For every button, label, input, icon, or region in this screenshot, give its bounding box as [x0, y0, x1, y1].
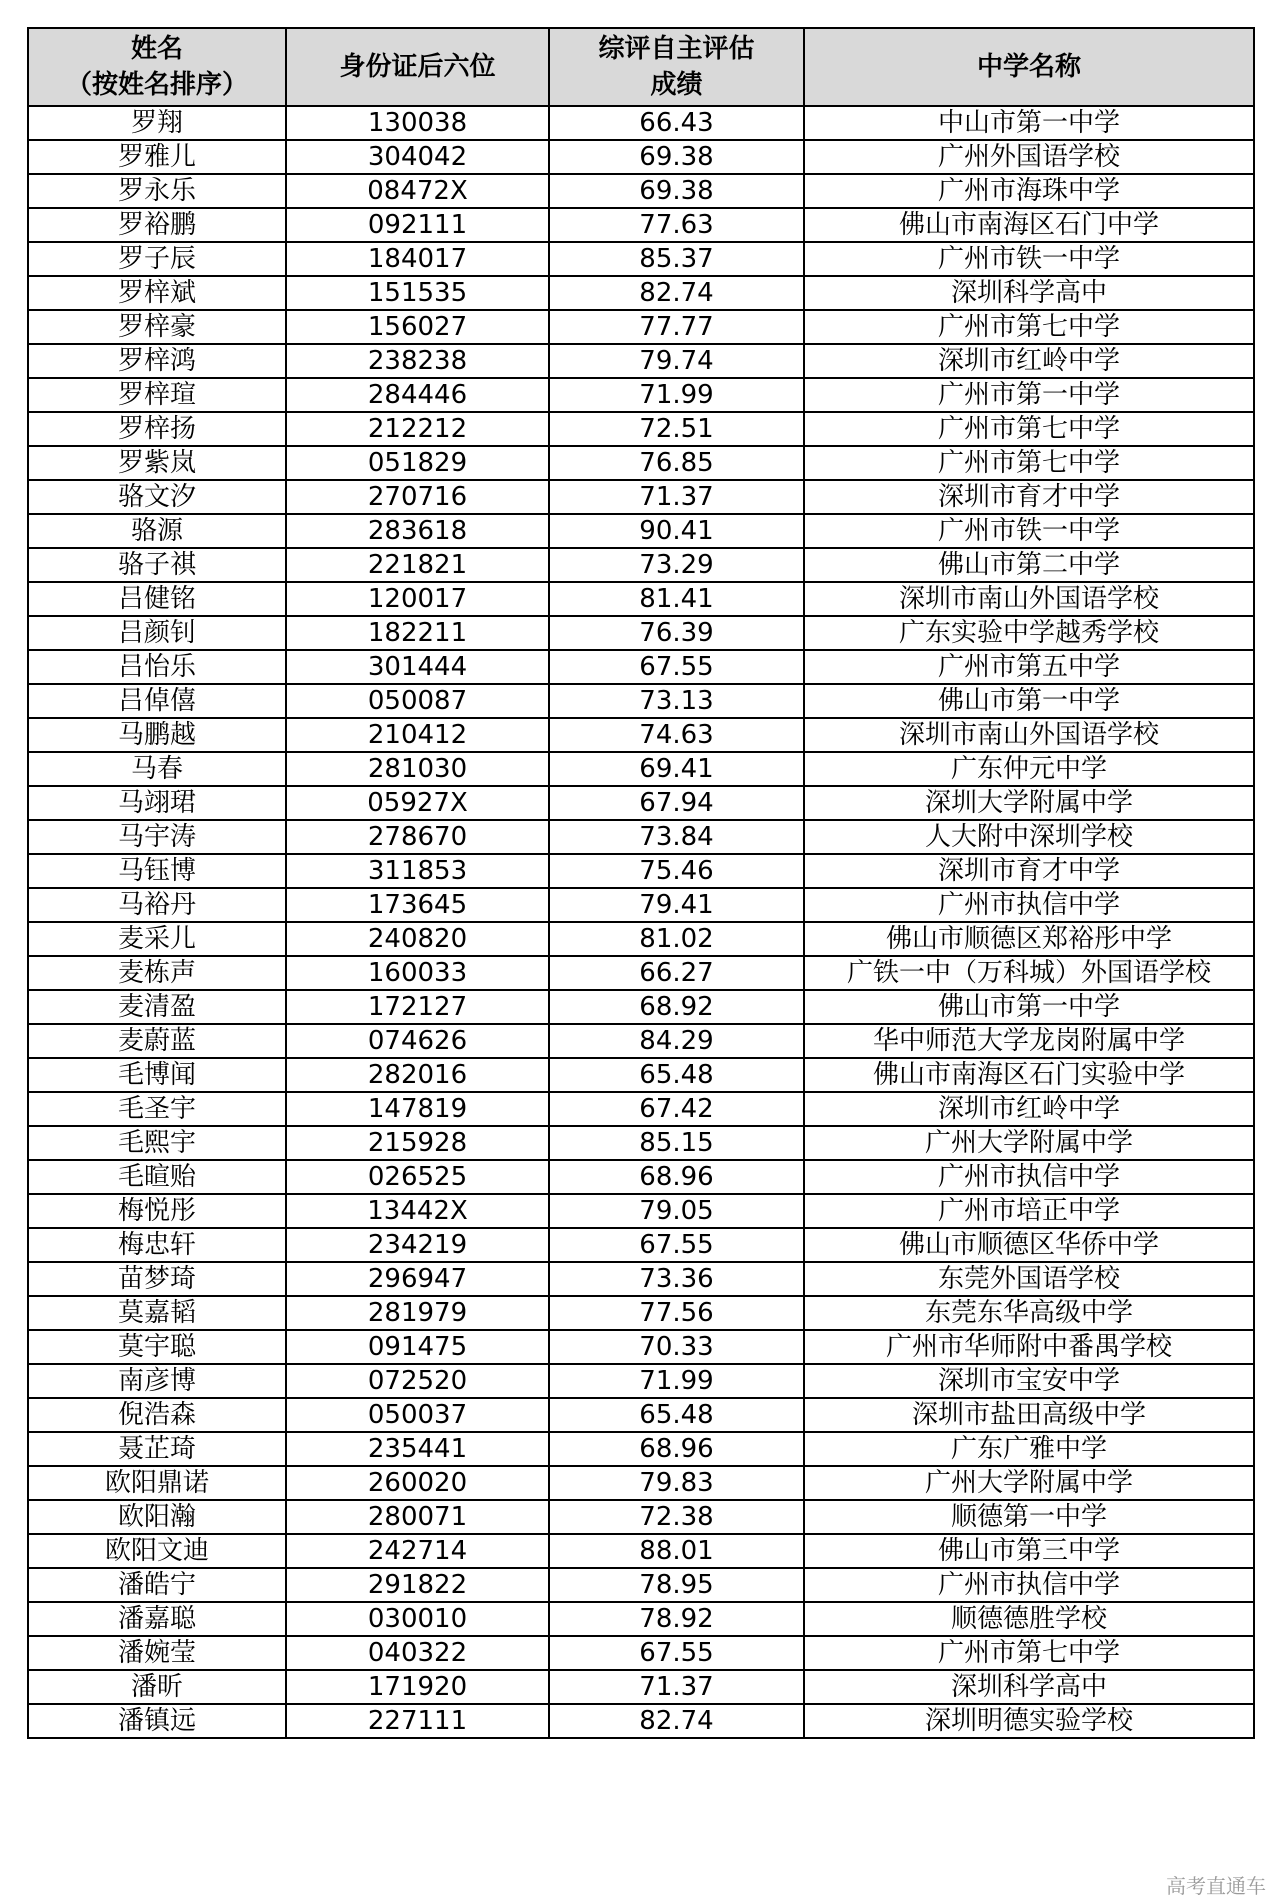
- table-row: [28, 514, 1254, 548]
- name-cell: 马翊珺: [28, 786, 286, 820]
- school-cell: 佛山市南海区石门实验中学: [804, 1058, 1254, 1092]
- score-cell: 69.41: [549, 752, 804, 786]
- table-body: [28, 106, 1254, 1738]
- school-cell: 广东实验中学越秀学校: [804, 616, 1254, 650]
- school-cell: 佛山市第二中学: [804, 548, 1254, 582]
- name-cell: 潘皓宁: [28, 1568, 286, 1602]
- score-cell: 68.92: [549, 990, 804, 1024]
- school-cell: 深圳明德实验学校: [804, 1704, 1254, 1738]
- id-cell: 281979: [286, 1296, 549, 1330]
- school-cell: 广州市执信中学: [804, 888, 1254, 922]
- score-cell: 67.55: [549, 1636, 804, 1670]
- id-cell: 221821: [286, 548, 549, 582]
- table-row: [28, 1364, 1254, 1398]
- id-cell: 074626: [286, 1024, 549, 1058]
- name-cell: 吕健铭: [28, 582, 286, 616]
- name-cell: 毛熙宇: [28, 1126, 286, 1160]
- id-cell: 278670: [286, 820, 549, 854]
- id-cell: 147819: [286, 1092, 549, 1126]
- table-row: [28, 208, 1254, 242]
- id-cell: 030010: [286, 1602, 549, 1636]
- id-cell: 234219: [286, 1228, 549, 1262]
- id-cell: 026525: [286, 1160, 549, 1194]
- id-cell: 072520: [286, 1364, 549, 1398]
- score-cell: 79.41: [549, 888, 804, 922]
- id-cell: 212212: [286, 412, 549, 446]
- table-row: [28, 548, 1254, 582]
- score-cell: 76.85: [549, 446, 804, 480]
- name-cell: 吕颜钊: [28, 616, 286, 650]
- table-row: [28, 1126, 1254, 1160]
- name-cell: 梅悦彤: [28, 1194, 286, 1228]
- id-cell: 160033: [286, 956, 549, 990]
- school-cell: 人大附中深圳学校: [804, 820, 1254, 854]
- table-row: [28, 310, 1254, 344]
- school-cell: 广州市第七中学: [804, 412, 1254, 446]
- id-cell: 227111: [286, 1704, 549, 1738]
- table-row: [28, 1670, 1254, 1704]
- table-row: [28, 344, 1254, 378]
- name-cell: 罗梓豪: [28, 310, 286, 344]
- table-row: [28, 616, 1254, 650]
- name-cell: 聂芷琦: [28, 1432, 286, 1466]
- id-cell: 173645: [286, 888, 549, 922]
- school-cell: 深圳市南山外国语学校: [804, 582, 1254, 616]
- score-cell: 90.41: [549, 514, 804, 548]
- id-cell: 260020: [286, 1466, 549, 1500]
- school-cell: 广州大学附属中学: [804, 1126, 1254, 1160]
- header-sublabel: （按姓名排序）: [65, 70, 248, 100]
- table-row: [28, 106, 1254, 140]
- score-cell: 69.38: [549, 140, 804, 174]
- score-cell: 72.38: [549, 1500, 804, 1534]
- score-cell: 67.55: [549, 650, 804, 684]
- id-cell: 240820: [286, 922, 549, 956]
- school-cell: 广州市第七中学: [804, 446, 1254, 480]
- id-cell: 091475: [286, 1330, 549, 1364]
- name-cell: 麦清盈: [28, 990, 286, 1024]
- school-cell: 广州市铁一中学: [804, 514, 1254, 548]
- id-cell: 238238: [286, 344, 549, 378]
- score-cell: 66.43: [549, 106, 804, 140]
- name-cell: 莫宇聪: [28, 1330, 286, 1364]
- table-row: [28, 1534, 1254, 1568]
- name-cell: 吕怡乐: [28, 650, 286, 684]
- table-row: [28, 1500, 1254, 1534]
- school-cell: 东莞东华高级中学: [804, 1296, 1254, 1330]
- name-cell: 骆子祺: [28, 548, 286, 582]
- name-cell: 麦蔚蓝: [28, 1024, 286, 1058]
- school-cell: 广州市第七中学: [804, 1636, 1254, 1670]
- score-cell: 77.77: [549, 310, 804, 344]
- school-cell: 佛山市顺德区郑裕彤中学: [804, 922, 1254, 956]
- header-id-last-six: [286, 28, 549, 106]
- table-row: [28, 1568, 1254, 1602]
- name-cell: 毛圣宇: [28, 1092, 286, 1126]
- id-cell: 156027: [286, 310, 549, 344]
- id-cell: 040322: [286, 1636, 549, 1670]
- score-cell: 79.83: [549, 1466, 804, 1500]
- id-cell: 284446: [286, 378, 549, 412]
- table-row: [28, 378, 1254, 412]
- school-cell: 深圳科学高中: [804, 1670, 1254, 1704]
- school-cell: 佛山市顺德区华侨中学: [804, 1228, 1254, 1262]
- id-cell: 120017: [286, 582, 549, 616]
- table-row: [28, 446, 1254, 480]
- name-cell: 潘昕: [28, 1670, 286, 1704]
- school-cell: 深圳大学附属中学: [804, 786, 1254, 820]
- name-cell: 马裕丹: [28, 888, 286, 922]
- id-cell: 235441: [286, 1432, 549, 1466]
- table-row: [28, 1704, 1254, 1738]
- name-cell: 潘镇远: [28, 1704, 286, 1738]
- id-cell: 171920: [286, 1670, 549, 1704]
- id-cell: 270716: [286, 480, 549, 514]
- header-label: 综评自主评估: [598, 34, 755, 64]
- header-label: 姓名: [130, 34, 183, 64]
- table-row: [28, 684, 1254, 718]
- header-row: [28, 28, 1254, 106]
- table-row: [28, 1262, 1254, 1296]
- score-cell: 67.42: [549, 1092, 804, 1126]
- header-score: [549, 28, 804, 106]
- score-cell: 65.48: [549, 1398, 804, 1432]
- score-cell: 71.99: [549, 378, 804, 412]
- table-row: [28, 888, 1254, 922]
- score-cell: 78.92: [549, 1602, 804, 1636]
- table-row: [28, 752, 1254, 786]
- table-row: [28, 1466, 1254, 1500]
- school-cell: 广州市海珠中学: [804, 174, 1254, 208]
- score-cell: 73.13: [549, 684, 804, 718]
- score-cell: 73.84: [549, 820, 804, 854]
- id-cell: 242714: [286, 1534, 549, 1568]
- school-cell: 深圳市盐田高级中学: [804, 1398, 1254, 1432]
- header-school: [804, 28, 1254, 106]
- school-cell: 深圳市育才中学: [804, 480, 1254, 514]
- name-cell: 罗梓瑄: [28, 378, 286, 412]
- table-row: [28, 1058, 1254, 1092]
- table-row: [28, 276, 1254, 310]
- score-cell: 82.74: [549, 276, 804, 310]
- score-cell: 69.38: [549, 174, 804, 208]
- score-cell: 68.96: [549, 1160, 804, 1194]
- school-cell: 深圳市宝安中学: [804, 1364, 1254, 1398]
- id-cell: 130038: [286, 106, 549, 140]
- school-cell: 深圳科学高中: [804, 276, 1254, 310]
- id-cell: 291822: [286, 1568, 549, 1602]
- table-row: [28, 1398, 1254, 1432]
- score-cell: 81.41: [549, 582, 804, 616]
- score-cell: 85.37: [549, 242, 804, 276]
- school-cell: 广州市铁一中学: [804, 242, 1254, 276]
- score-cell: 66.27: [549, 956, 804, 990]
- id-cell: 182211: [286, 616, 549, 650]
- table-row: [28, 820, 1254, 854]
- score-cell: 70.33: [549, 1330, 804, 1364]
- table-row: [28, 140, 1254, 174]
- id-cell: 311853: [286, 854, 549, 888]
- table-row: [28, 1228, 1254, 1262]
- name-cell: 麦采儿: [28, 922, 286, 956]
- school-cell: 顺德德胜学校: [804, 1602, 1254, 1636]
- school-cell: 佛山市南海区石门中学: [804, 208, 1254, 242]
- name-cell: 潘嘉聪: [28, 1602, 286, 1636]
- score-cell: 71.37: [549, 1670, 804, 1704]
- school-cell: 广州市培正中学: [804, 1194, 1254, 1228]
- school-cell: 深圳市红岭中学: [804, 1092, 1254, 1126]
- score-cell: 81.02: [549, 922, 804, 956]
- name-cell: 罗裕鹏: [28, 208, 286, 242]
- id-cell: 050037: [286, 1398, 549, 1432]
- name-cell: 罗永乐: [28, 174, 286, 208]
- name-cell: 罗梓扬: [28, 412, 286, 446]
- score-cell: 73.29: [549, 548, 804, 582]
- id-cell: 283618: [286, 514, 549, 548]
- header-label: 中学名称: [976, 52, 1081, 82]
- watermark-text: 高考直通车: [1166, 1874, 1266, 1898]
- id-cell: 050087: [286, 684, 549, 718]
- name-cell: 马宇涛: [28, 820, 286, 854]
- name-cell: 马春: [28, 752, 286, 786]
- header-sublabel: 成绩: [650, 70, 703, 100]
- score-cell: 79.74: [549, 344, 804, 378]
- name-cell: 苗梦琦: [28, 1262, 286, 1296]
- id-cell: 184017: [286, 242, 549, 276]
- id-cell: 210412: [286, 718, 549, 752]
- school-cell: 华中师范大学龙岗附属中学: [804, 1024, 1254, 1058]
- table-row: [28, 956, 1254, 990]
- score-cell: 77.56: [549, 1296, 804, 1330]
- score-cell: 71.37: [549, 480, 804, 514]
- name-cell: 吕倬僖: [28, 684, 286, 718]
- score-cell: 84.29: [549, 1024, 804, 1058]
- table-header: [28, 28, 1254, 106]
- school-cell: 顺德第一中学: [804, 1500, 1254, 1534]
- name-cell: 罗子辰: [28, 242, 286, 276]
- table-row: [28, 412, 1254, 446]
- score-cell: 79.05: [549, 1194, 804, 1228]
- score-cell: 77.63: [549, 208, 804, 242]
- id-cell: 08472X: [286, 174, 549, 208]
- name-cell: 梅忠轩: [28, 1228, 286, 1262]
- id-cell: 304042: [286, 140, 549, 174]
- school-cell: 广州大学附属中学: [804, 1466, 1254, 1500]
- name-cell: 莫嘉韬: [28, 1296, 286, 1330]
- school-cell: 广州外国语学校: [804, 140, 1254, 174]
- id-cell: 281030: [286, 752, 549, 786]
- table-row: [28, 786, 1254, 820]
- table-row: [28, 174, 1254, 208]
- table-row: [28, 990, 1254, 1024]
- name-cell: 潘婉莹: [28, 1636, 286, 1670]
- school-cell: 广东广雅中学: [804, 1432, 1254, 1466]
- school-cell: 深圳市育才中学: [804, 854, 1254, 888]
- table-row: [28, 1432, 1254, 1466]
- school-cell: 深圳市南山外国语学校: [804, 718, 1254, 752]
- table-row: [28, 480, 1254, 514]
- table-row: [28, 1602, 1254, 1636]
- name-cell: 骆文汐: [28, 480, 286, 514]
- school-cell: 广州市第一中学: [804, 378, 1254, 412]
- school-cell: 佛山市第一中学: [804, 684, 1254, 718]
- table-row: [28, 1296, 1254, 1330]
- id-cell: 301444: [286, 650, 549, 684]
- score-cell: 65.48: [549, 1058, 804, 1092]
- score-cell: 82.74: [549, 1704, 804, 1738]
- table-row: [28, 922, 1254, 956]
- name-cell: 欧阳鼎诺: [28, 1466, 286, 1500]
- name-cell: 麦栋声: [28, 956, 286, 990]
- score-cell: 85.15: [549, 1126, 804, 1160]
- name-cell: 罗梓鸿: [28, 344, 286, 378]
- table-row: [28, 242, 1254, 276]
- score-cell: 68.96: [549, 1432, 804, 1466]
- score-table: [27, 27, 1255, 1739]
- score-cell: 75.46: [549, 854, 804, 888]
- school-cell: 深圳市红岭中学: [804, 344, 1254, 378]
- name-cell: 毛暄贻: [28, 1160, 286, 1194]
- score-cell: 67.55: [549, 1228, 804, 1262]
- name-cell: 倪浩森: [28, 1398, 286, 1432]
- table-row: [28, 1330, 1254, 1364]
- name-cell: 南彦博: [28, 1364, 286, 1398]
- id-cell: 05927X: [286, 786, 549, 820]
- score-cell: 73.36: [549, 1262, 804, 1296]
- school-cell: 广州市华师附中番禺学校: [804, 1330, 1254, 1364]
- table-row: [28, 718, 1254, 752]
- score-cell: 76.39: [549, 616, 804, 650]
- name-cell: 欧阳瀚: [28, 1500, 286, 1534]
- id-cell: 282016: [286, 1058, 549, 1092]
- id-cell: 215928: [286, 1126, 549, 1160]
- score-cell: 88.01: [549, 1534, 804, 1568]
- table-row: [28, 1092, 1254, 1126]
- name-cell: 马鹏越: [28, 718, 286, 752]
- school-cell: 广州市执信中学: [804, 1160, 1254, 1194]
- name-cell: 马钰博: [28, 854, 286, 888]
- name-cell: 罗翔: [28, 106, 286, 140]
- table-row: [28, 1160, 1254, 1194]
- name-cell: 骆源: [28, 514, 286, 548]
- table-row: [28, 650, 1254, 684]
- school-cell: 佛山市第三中学: [804, 1534, 1254, 1568]
- name-cell: 毛博闻: [28, 1058, 286, 1092]
- school-cell: 广州市执信中学: [804, 1568, 1254, 1602]
- school-cell: 广铁一中（万科城）外国语学校: [804, 956, 1254, 990]
- score-cell: 74.63: [549, 718, 804, 752]
- header-name: [28, 28, 286, 106]
- header-label: 身份证后六位: [339, 52, 496, 82]
- name-cell: 罗梓斌: [28, 276, 286, 310]
- school-cell: 广州市第七中学: [804, 310, 1254, 344]
- school-cell: 佛山市第一中学: [804, 990, 1254, 1024]
- id-cell: 051829: [286, 446, 549, 480]
- table-row: [28, 582, 1254, 616]
- id-cell: 151535: [286, 276, 549, 310]
- school-cell: 广东仲元中学: [804, 752, 1254, 786]
- name-cell: 罗雅儿: [28, 140, 286, 174]
- score-cell: 67.94: [549, 786, 804, 820]
- id-cell: 13442X: [286, 1194, 549, 1228]
- table-row: [28, 1636, 1254, 1670]
- id-cell: 296947: [286, 1262, 549, 1296]
- name-cell: 罗紫岚: [28, 446, 286, 480]
- score-cell: 78.95: [549, 1568, 804, 1602]
- school-cell: 中山市第一中学: [804, 106, 1254, 140]
- score-cell: 72.51: [549, 412, 804, 446]
- id-cell: 092111: [286, 208, 549, 242]
- score-cell: 71.99: [549, 1364, 804, 1398]
- school-cell: 广州市第五中学: [804, 650, 1254, 684]
- id-cell: 172127: [286, 990, 549, 1024]
- name-cell: 欧阳文迪: [28, 1534, 286, 1568]
- id-cell: 280071: [286, 1500, 549, 1534]
- school-cell: 东莞外国语学校: [804, 1262, 1254, 1296]
- table-row: [28, 854, 1254, 888]
- table-row: [28, 1024, 1254, 1058]
- table-row: [28, 1194, 1254, 1228]
